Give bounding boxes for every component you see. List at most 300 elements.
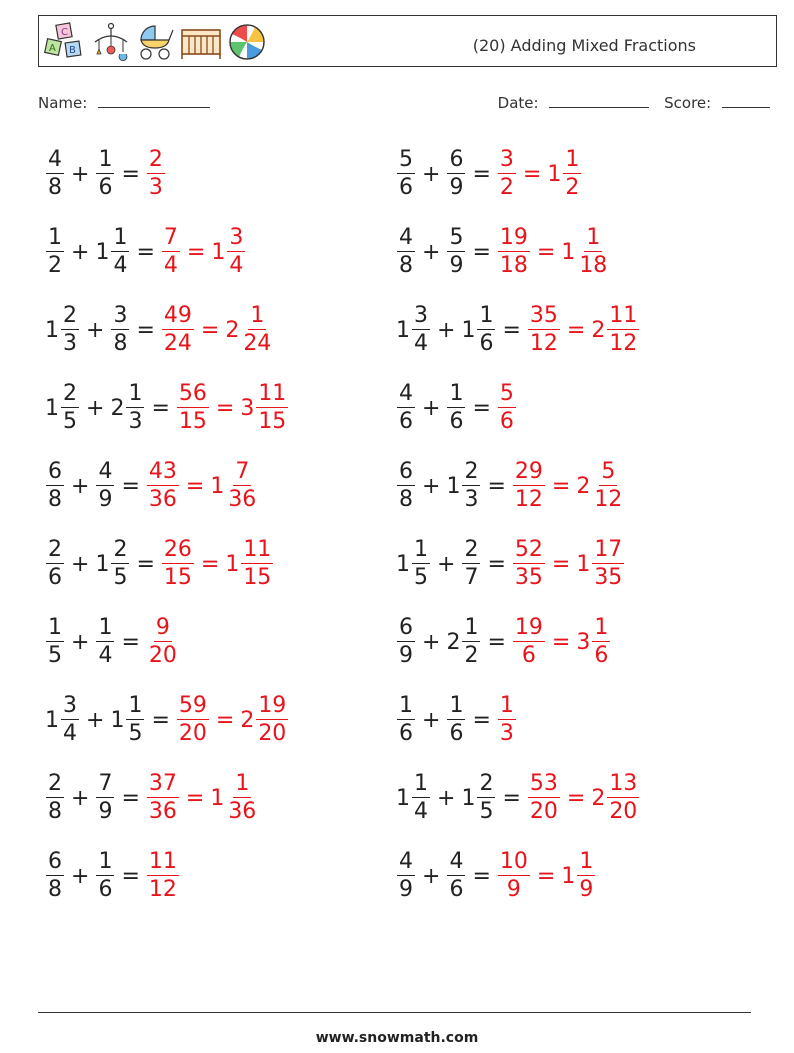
fraction-term bbox=[111, 227, 129, 277]
numerator: 13 bbox=[609, 771, 638, 796]
numerator: 19 bbox=[514, 615, 543, 640]
numerator: 4 bbox=[399, 849, 413, 874]
whole-number: 2 bbox=[240, 707, 255, 733]
whole-number: 1 bbox=[211, 239, 226, 265]
numerator: 19 bbox=[499, 225, 528, 250]
problem-item bbox=[45, 451, 259, 521]
answer-mixed-fraction bbox=[577, 227, 609, 277]
problem-item bbox=[45, 373, 289, 443]
numerator: 4 bbox=[399, 225, 413, 250]
problem-item bbox=[396, 373, 517, 443]
fraction-term bbox=[412, 773, 430, 823]
answer-fraction bbox=[177, 383, 209, 433]
numerator: 2 bbox=[48, 537, 62, 562]
equals-sign: = bbox=[566, 317, 586, 343]
problem-item bbox=[396, 451, 625, 521]
denominator: 9 bbox=[449, 253, 464, 278]
answer bbox=[512, 539, 625, 589]
whole-number: 1 bbox=[210, 785, 225, 811]
whole-number: 1 bbox=[561, 863, 576, 889]
numerator: 1 bbox=[414, 771, 428, 796]
fraction-term bbox=[462, 539, 480, 589]
equals-sign: = bbox=[487, 551, 506, 577]
whole-number: 1 bbox=[95, 551, 110, 577]
problem-item bbox=[396, 139, 582, 209]
denominator: 6 bbox=[399, 409, 413, 434]
fraction-term bbox=[46, 617, 64, 667]
whole-number: 2 bbox=[225, 317, 240, 343]
equals-sign: = bbox=[215, 707, 235, 733]
equals-sign: = bbox=[121, 785, 140, 811]
fraction-term bbox=[397, 149, 415, 199]
whole-number: 2 bbox=[576, 473, 591, 499]
plus-sign: + bbox=[422, 707, 441, 733]
answer-fraction bbox=[147, 149, 165, 199]
denominator: 20 bbox=[529, 799, 558, 824]
problem-item bbox=[45, 763, 259, 833]
denominator: 20 bbox=[178, 721, 207, 746]
numerator: 6 bbox=[399, 615, 413, 640]
numerator: 11 bbox=[148, 849, 177, 874]
answer-fraction bbox=[147, 851, 179, 901]
denominator: 4 bbox=[98, 643, 113, 668]
whole-number: 2 bbox=[591, 317, 606, 343]
equals-sign: = bbox=[551, 473, 571, 499]
answer bbox=[497, 383, 517, 433]
denominator: 4 bbox=[229, 253, 244, 278]
answer-fraction bbox=[498, 227, 530, 277]
numerator: 6 bbox=[48, 849, 62, 874]
numerator: 4 bbox=[48, 147, 62, 172]
denominator: 15 bbox=[258, 409, 287, 434]
equals-sign: = bbox=[151, 395, 170, 421]
fraction-term bbox=[397, 851, 415, 901]
denominator: 12 bbox=[148, 877, 177, 902]
footer-website: www.snowmath.com bbox=[315, 1030, 479, 1046]
answer bbox=[161, 305, 274, 355]
whole-number: 2 bbox=[591, 785, 606, 811]
date-label: Date: bbox=[497, 94, 539, 112]
denominator: 8 bbox=[113, 331, 128, 356]
equals-sign: = bbox=[121, 863, 140, 889]
answer-fraction bbox=[513, 461, 545, 511]
whole-number: 1 bbox=[396, 551, 410, 577]
plus-sign: + bbox=[71, 473, 90, 499]
fraction-term bbox=[397, 383, 415, 433]
answer-fraction bbox=[147, 461, 179, 511]
answer bbox=[497, 227, 610, 277]
numerator: 1 bbox=[128, 381, 143, 406]
denominator: 15 bbox=[178, 409, 207, 434]
whole-number: 1 bbox=[110, 707, 125, 733]
numerator: 37 bbox=[148, 771, 177, 796]
problem-item bbox=[45, 607, 180, 677]
denominator: 36 bbox=[148, 487, 177, 512]
numerator: 11 bbox=[609, 303, 638, 328]
whole-number: 1 bbox=[210, 473, 225, 499]
numerator: 56 bbox=[178, 381, 207, 406]
numerator: 2 bbox=[63, 303, 77, 328]
equals-sign: = bbox=[121, 629, 140, 655]
problem-item bbox=[45, 139, 166, 209]
numerator: 3 bbox=[414, 303, 428, 328]
equals-sign: = bbox=[502, 317, 521, 343]
denominator: 6 bbox=[594, 643, 609, 668]
answer-mixed-fraction bbox=[256, 695, 288, 745]
numerator: 26 bbox=[163, 537, 192, 562]
plus-sign: + bbox=[71, 629, 90, 655]
whole-number: 1 bbox=[461, 785, 476, 811]
denominator: 3 bbox=[464, 487, 479, 512]
answer-fraction bbox=[498, 383, 516, 433]
answer-fraction bbox=[498, 851, 530, 901]
numerator: 1 bbox=[499, 693, 514, 718]
whole-number: 1 bbox=[396, 317, 410, 343]
svg-text:A: A bbox=[49, 43, 56, 54]
numerator: 7 bbox=[235, 459, 250, 484]
numerator: 2 bbox=[479, 771, 494, 796]
plus-sign: + bbox=[422, 161, 441, 187]
svg-text:B: B bbox=[69, 45, 76, 56]
numerator: 3 bbox=[63, 693, 77, 718]
whole-number: 1 bbox=[396, 785, 410, 811]
answer-mixed-fraction bbox=[226, 461, 258, 511]
denominator: 9 bbox=[449, 175, 464, 200]
answer-mixed-fraction bbox=[563, 149, 581, 199]
denominator: 18 bbox=[499, 253, 528, 278]
plus-sign: + bbox=[437, 785, 456, 811]
plus-sign: + bbox=[71, 863, 90, 889]
plus-sign: + bbox=[437, 551, 456, 577]
denominator: 36 bbox=[148, 799, 177, 824]
answer-mixed-fraction bbox=[592, 461, 624, 511]
worksheet-title: (20) Adding Mixed Fractions bbox=[472, 36, 696, 55]
problem-item bbox=[45, 685, 289, 755]
denominator: 4 bbox=[113, 253, 128, 278]
equals-sign: = bbox=[151, 707, 170, 733]
whole-number: 1 bbox=[95, 239, 110, 265]
equals-sign: = bbox=[522, 161, 542, 187]
fraction-term bbox=[126, 383, 144, 433]
denominator: 6 bbox=[449, 877, 464, 902]
numerator: 1 bbox=[98, 849, 113, 874]
denominator: 6 bbox=[399, 721, 413, 746]
problem-item bbox=[396, 295, 640, 365]
denominator: 9 bbox=[98, 799, 113, 824]
fraction-term bbox=[412, 539, 430, 589]
fraction-term bbox=[126, 695, 144, 745]
numerator: 19 bbox=[258, 693, 287, 718]
denominator: 3 bbox=[148, 175, 163, 200]
numerator: 4 bbox=[98, 459, 113, 484]
numerator: 17 bbox=[594, 537, 623, 562]
numerator: 1 bbox=[565, 147, 580, 172]
problem-item bbox=[45, 529, 274, 599]
equals-sign: = bbox=[200, 317, 220, 343]
numerator: 1 bbox=[235, 771, 250, 796]
denominator: 6 bbox=[449, 721, 464, 746]
numerator: 3 bbox=[113, 303, 128, 328]
plus-sign: + bbox=[86, 395, 105, 421]
denominator: 35 bbox=[594, 565, 623, 590]
numerator: 6 bbox=[449, 147, 464, 172]
answer bbox=[146, 617, 180, 667]
answer-mixed-fraction bbox=[592, 539, 624, 589]
answer-mixed-fraction bbox=[256, 383, 288, 433]
equals-sign: = bbox=[121, 473, 140, 499]
denominator: 9 bbox=[399, 877, 413, 902]
numerator: 7 bbox=[163, 225, 178, 250]
fraction-term bbox=[96, 773, 114, 823]
denominator: 20 bbox=[148, 643, 177, 668]
numerator: 1 bbox=[98, 147, 113, 172]
numerator: 5 bbox=[399, 147, 413, 172]
whole-number: 1 bbox=[461, 317, 476, 343]
denominator: 4 bbox=[63, 721, 77, 746]
answer-fraction bbox=[528, 773, 560, 823]
numerator: 6 bbox=[48, 459, 62, 484]
denominator: 3 bbox=[63, 331, 77, 356]
answer-fraction bbox=[162, 305, 194, 355]
plus-sign: + bbox=[86, 707, 105, 733]
denominator: 5 bbox=[414, 565, 428, 590]
answer-mixed-fraction bbox=[241, 305, 273, 355]
denominator: 8 bbox=[399, 253, 413, 278]
denominator: 12 bbox=[514, 487, 543, 512]
fraction-term bbox=[447, 383, 465, 433]
problem-item bbox=[396, 607, 611, 677]
problem-item bbox=[396, 841, 596, 911]
footer-divider bbox=[38, 1012, 751, 1013]
equals-sign: = bbox=[551, 551, 571, 577]
fraction-term bbox=[477, 305, 495, 355]
fraction-term bbox=[447, 695, 465, 745]
problem-item bbox=[396, 685, 517, 755]
numerator: 11 bbox=[243, 537, 272, 562]
answer-fraction bbox=[147, 773, 179, 823]
whole-number: 2 bbox=[110, 395, 125, 421]
denominator: 4 bbox=[414, 799, 428, 824]
answer bbox=[161, 227, 246, 277]
fraction-term bbox=[447, 149, 465, 199]
fraction-term bbox=[111, 305, 129, 355]
fraction-term bbox=[477, 773, 495, 823]
answer bbox=[161, 539, 274, 589]
numerator: 52 bbox=[514, 537, 543, 562]
numerator: 59 bbox=[178, 693, 207, 718]
fraction-term bbox=[412, 305, 430, 355]
numerator: 53 bbox=[529, 771, 558, 796]
whole-number: 2 bbox=[446, 629, 461, 655]
denominator: 9 bbox=[579, 877, 594, 902]
answer-mixed-fraction bbox=[577, 851, 595, 901]
equals-sign: = bbox=[536, 239, 556, 265]
problem-item bbox=[396, 217, 610, 287]
denominator: 6 bbox=[48, 565, 62, 590]
numerator: 4 bbox=[449, 849, 464, 874]
numerator: 11 bbox=[258, 381, 287, 406]
name-label: Name: bbox=[38, 94, 88, 112]
denominator: 3 bbox=[128, 409, 143, 434]
fraction-term bbox=[46, 227, 64, 277]
fraction-term bbox=[46, 773, 64, 823]
denominator: 5 bbox=[63, 409, 77, 434]
answer bbox=[527, 773, 640, 823]
fraction-term bbox=[46, 461, 64, 511]
numerator: 1 bbox=[464, 615, 479, 640]
plus-sign: + bbox=[422, 395, 441, 421]
answer bbox=[146, 851, 180, 901]
denominator: 9 bbox=[506, 877, 521, 902]
denominator: 5 bbox=[48, 643, 62, 668]
problem-item bbox=[396, 763, 640, 833]
equals-sign: = bbox=[136, 239, 155, 265]
plus-sign: + bbox=[422, 863, 441, 889]
numerator: 3 bbox=[499, 147, 514, 172]
numerator: 35 bbox=[529, 303, 558, 328]
denominator: 7 bbox=[464, 565, 479, 590]
answer-mixed-fraction bbox=[607, 773, 639, 823]
fraction-term bbox=[111, 539, 129, 589]
equals-sign: = bbox=[136, 551, 155, 577]
fraction-term bbox=[61, 383, 79, 433]
numerator: 1 bbox=[48, 615, 62, 640]
equals-sign: = bbox=[472, 161, 491, 187]
equals-sign: = bbox=[502, 785, 521, 811]
denominator: 8 bbox=[48, 175, 62, 200]
denominator: 6 bbox=[98, 175, 113, 200]
equals-sign: = bbox=[121, 161, 140, 187]
answer bbox=[527, 305, 640, 355]
denominator: 15 bbox=[243, 565, 272, 590]
equals-sign: = bbox=[186, 239, 206, 265]
answer bbox=[176, 383, 289, 433]
numerator: 1 bbox=[414, 537, 428, 562]
numerator: 1 bbox=[479, 303, 494, 328]
denominator: 24 bbox=[243, 331, 272, 356]
denominator: 6 bbox=[499, 409, 514, 434]
denominator: 9 bbox=[98, 487, 113, 512]
problem-item bbox=[45, 217, 246, 287]
equals-sign: = bbox=[136, 317, 155, 343]
answer-fraction bbox=[147, 617, 179, 667]
numerator: 6 bbox=[399, 459, 413, 484]
denominator: 2 bbox=[499, 175, 514, 200]
answer-mixed-fraction bbox=[592, 617, 610, 667]
denominator: 2 bbox=[565, 175, 580, 200]
answer bbox=[497, 851, 596, 901]
problem-item bbox=[396, 529, 625, 599]
plus-sign: + bbox=[71, 785, 90, 811]
denominator: 5 bbox=[479, 799, 494, 824]
denominator: 3 bbox=[499, 721, 514, 746]
fraction-term bbox=[61, 695, 79, 745]
denominator: 8 bbox=[48, 877, 62, 902]
numerator: 5 bbox=[601, 459, 616, 484]
equals-sign: = bbox=[551, 629, 571, 655]
plus-sign: + bbox=[437, 317, 456, 343]
denominator: 6 bbox=[521, 643, 536, 668]
numerator: 43 bbox=[148, 459, 177, 484]
plus-sign: + bbox=[71, 239, 90, 265]
answer-mixed-fraction bbox=[241, 539, 273, 589]
denominator: 12 bbox=[529, 331, 558, 356]
numerator: 1 bbox=[449, 693, 464, 718]
equals-sign: = bbox=[472, 395, 491, 421]
whole-number: 1 bbox=[45, 317, 59, 343]
answer bbox=[146, 773, 259, 823]
denominator: 35 bbox=[514, 565, 543, 590]
problem-item bbox=[45, 841, 180, 911]
numerator: 1 bbox=[98, 615, 113, 640]
denominator: 8 bbox=[48, 799, 62, 824]
denominator: 18 bbox=[579, 253, 608, 278]
denominator: 6 bbox=[399, 175, 413, 200]
equals-sign: = bbox=[487, 473, 506, 499]
whole-number: 3 bbox=[576, 629, 591, 655]
denominator: 20 bbox=[258, 721, 287, 746]
score-label: Score: bbox=[664, 94, 712, 112]
numerator: 2 bbox=[48, 771, 62, 796]
denominator: 6 bbox=[98, 877, 113, 902]
denominator: 6 bbox=[449, 409, 464, 434]
numerator: 1 bbox=[594, 615, 609, 640]
numerator: 10 bbox=[499, 849, 528, 874]
answer bbox=[146, 461, 259, 511]
fraction-term bbox=[96, 851, 114, 901]
fraction-term bbox=[46, 851, 64, 901]
denominator: 5 bbox=[128, 721, 143, 746]
equals-sign: = bbox=[185, 473, 205, 499]
whole-number: 1 bbox=[576, 551, 591, 577]
denominator: 5 bbox=[113, 565, 128, 590]
numerator: 1 bbox=[579, 849, 594, 874]
svg-text:C: C bbox=[61, 27, 68, 38]
whole-number: 1 bbox=[225, 551, 240, 577]
fraction-term bbox=[96, 461, 114, 511]
numerator: 1 bbox=[399, 693, 413, 718]
answer-fraction bbox=[513, 617, 545, 667]
numerator: 4 bbox=[399, 381, 413, 406]
denominator: 2 bbox=[48, 253, 62, 278]
numerator: 1 bbox=[250, 303, 265, 328]
fraction-term bbox=[96, 617, 114, 667]
plus-sign: + bbox=[71, 551, 90, 577]
fraction-term bbox=[397, 227, 415, 277]
denominator: 12 bbox=[609, 331, 638, 356]
answer-fraction bbox=[177, 695, 209, 745]
whole-number: 1 bbox=[45, 707, 59, 733]
equals-sign: = bbox=[536, 863, 556, 889]
denominator: 4 bbox=[163, 253, 178, 278]
answer bbox=[146, 149, 166, 199]
whole-number: 1 bbox=[446, 473, 461, 499]
answer-mixed-fraction bbox=[227, 227, 245, 277]
fraction-term bbox=[397, 617, 415, 667]
whole-number: 3 bbox=[240, 395, 255, 421]
denominator: 36 bbox=[228, 799, 257, 824]
fraction-term bbox=[447, 227, 465, 277]
denominator: 9 bbox=[399, 643, 413, 668]
numerator: 1 bbox=[449, 381, 464, 406]
answer-fraction bbox=[528, 305, 560, 355]
answer-fraction bbox=[513, 539, 545, 589]
plus-sign: + bbox=[422, 239, 441, 265]
numerator: 5 bbox=[499, 381, 514, 406]
answer-fraction bbox=[498, 149, 516, 199]
numerator: 3 bbox=[229, 225, 244, 250]
numerator: 49 bbox=[163, 303, 192, 328]
